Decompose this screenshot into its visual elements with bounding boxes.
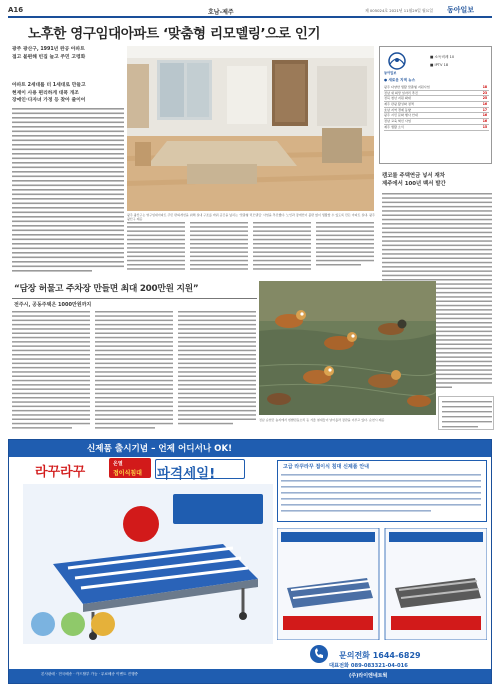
caption-credit: 광주 광산구 제공 bbox=[127, 213, 375, 221]
story1-body-cols bbox=[127, 222, 375, 274]
index-label: 제주 관광 활성화 정책 bbox=[384, 102, 414, 107]
ad-top-banner bbox=[9, 440, 491, 457]
story2-rule bbox=[12, 298, 257, 299]
deck-line: 접고 불편해 빈집 늘고 주민 고령화 bbox=[12, 54, 86, 60]
deck-line: 현재이 사용 편리하게 대폭 개조 bbox=[12, 90, 79, 96]
story1-body-col1 bbox=[12, 108, 124, 274]
story2-body bbox=[12, 311, 257, 433]
story1-headline: 노후한 영구임대아파트 ‘맞춤형 리모델링’으로 인기 bbox=[28, 26, 321, 42]
ad-sale-text: 파격세일! bbox=[157, 466, 216, 482]
body-text-lines bbox=[127, 222, 375, 274]
sidebar-heading: ● 새로운 지역 뉴스 bbox=[384, 78, 416, 82]
body-text-lines bbox=[12, 108, 124, 274]
sidebar-logo-text: 동아일보 bbox=[384, 71, 397, 75]
photo2-caption bbox=[259, 418, 437, 422]
sidebar-bullet: ■ IPTV 18 bbox=[430, 63, 449, 67]
ad-phone-extra: 대표전화 089-083321-04-016 bbox=[329, 663, 408, 669]
index-page: 17 bbox=[482, 107, 487, 112]
sidebar-heading-text: 새로운 지역 뉴스 bbox=[388, 78, 416, 82]
info-box bbox=[438, 396, 494, 430]
section-title: 호남-제주 bbox=[208, 9, 234, 16]
index-page: 23 bbox=[482, 90, 487, 95]
ad-phone-value: 1644-6829 bbox=[372, 651, 421, 660]
index-page: 16 bbox=[482, 119, 487, 124]
deck-line: 광주 광산구, 1991년 완공 아파트 bbox=[12, 47, 85, 52]
advertisement[interactable] bbox=[8, 439, 492, 684]
newspaper-masthead: 동아일보 bbox=[447, 6, 475, 14]
index-label: 광주 다양한 생활 맞춤형 지원사업 bbox=[384, 85, 430, 89]
caption-text: 광주 광산구는 영구임대아파트 주민 편의개선을 위해 실내 구조를 바꿔 공간을 넓히는 ‘맞춤형 리모델링’ 사업을 추진했다. 노인과 장애인이 불편 없이 생활할 수 있도록 만든 아파트 실내. bbox=[127, 213, 369, 217]
ad-footer-text: 본사판매 · 전국배송 · 카드할부 가능 · 무료배송 이벤트 진행중 bbox=[41, 672, 139, 676]
index-label: 전북 청년 지원 확대 bbox=[384, 96, 411, 101]
story2-headline: “담장 허물고 주차장 만들면 최대 200만원 지원” bbox=[14, 284, 199, 294]
index-page: 18 bbox=[482, 85, 487, 89]
index-page: 16 bbox=[482, 113, 487, 118]
index-label: 광주 시민 문화 행사 안내 bbox=[384, 113, 418, 118]
ad-product-info-title: 고급 라꾸라꾸 접이식 침대 신제품 안내 bbox=[283, 464, 369, 470]
ad-phone-number[interactable] bbox=[339, 650, 421, 661]
index-label: 전남 교육 혁신 사업 bbox=[384, 119, 411, 124]
caption-text: 전남 순천만 습지에서 흰뺨검둥오리 등 겨울 철새들이 날아올라 장관을 이루고 있다. bbox=[259, 418, 369, 422]
ad-info-lines bbox=[281, 472, 483, 518]
body-text-lines bbox=[12, 311, 257, 433]
index-item[interactable] bbox=[384, 125, 489, 131]
sidebar-bullet: ■ 소독비례 10 bbox=[430, 55, 455, 59]
index-label: 전남 새 희망 일자리 추진 bbox=[384, 90, 418, 95]
index-page: 25 bbox=[482, 96, 487, 101]
issue-info: 제 005024호 2021년 11월29일 월요일 bbox=[365, 8, 433, 13]
story1-deck-top bbox=[12, 46, 122, 61]
story2-deck: 전주시, 공동주택은 1000만원까지 bbox=[14, 302, 92, 308]
page-number: A16 bbox=[8, 6, 24, 14]
ad-brand-name: 라꾸라꾸 bbox=[35, 465, 86, 480]
index-page: 16 bbox=[482, 102, 487, 107]
header-rule bbox=[8, 16, 492, 18]
headline-line: 캠코를 주택연금 넣서 재차 bbox=[382, 173, 445, 179]
photo1-caption bbox=[127, 213, 375, 221]
caption-credit: 순천시 제공 bbox=[369, 418, 385, 422]
donga-logo-icon bbox=[384, 52, 410, 70]
ad-phone-label: 문의전화 bbox=[339, 651, 370, 660]
right-column-headline bbox=[382, 172, 492, 188]
ad-footer-brand: (주)라이엔네트웍 bbox=[349, 673, 388, 679]
deck-line: 아파트 2세대를 터 1세대로 만들고 bbox=[12, 83, 86, 88]
sidebar-index-list bbox=[384, 85, 489, 131]
ad-banner-text: 신제품 출시기념 – 언제 어디서나 OK! bbox=[87, 444, 233, 454]
phone-icon bbox=[309, 644, 329, 664]
ducks-on-pond-photo bbox=[259, 281, 436, 415]
headline-line: 제주에서 100년 백서 발간 bbox=[382, 181, 446, 187]
ad-product-panels bbox=[277, 528, 487, 640]
apartment-interior-photo bbox=[127, 46, 374, 211]
index-label: 호남 지역 경제 동향 bbox=[384, 107, 411, 112]
bullet-text: 소독비례 10 bbox=[434, 55, 455, 59]
ad-tag-line1: 온열 bbox=[113, 461, 123, 467]
news-index-box bbox=[379, 46, 492, 164]
story1-deck-bottom bbox=[12, 82, 122, 105]
index-page: 15 bbox=[482, 124, 487, 129]
bullet-text: IPTV 18 bbox=[434, 63, 449, 67]
info-box-lines bbox=[439, 397, 495, 431]
folding-bed-illustration bbox=[23, 484, 273, 644]
index-label: 제주 생활 소식 bbox=[384, 124, 404, 129]
deck-line: 장애인·다자녀 가정 등 찾아 줄이어 bbox=[12, 98, 86, 104]
ad-tag-line2: 접이식침대 bbox=[113, 470, 142, 477]
